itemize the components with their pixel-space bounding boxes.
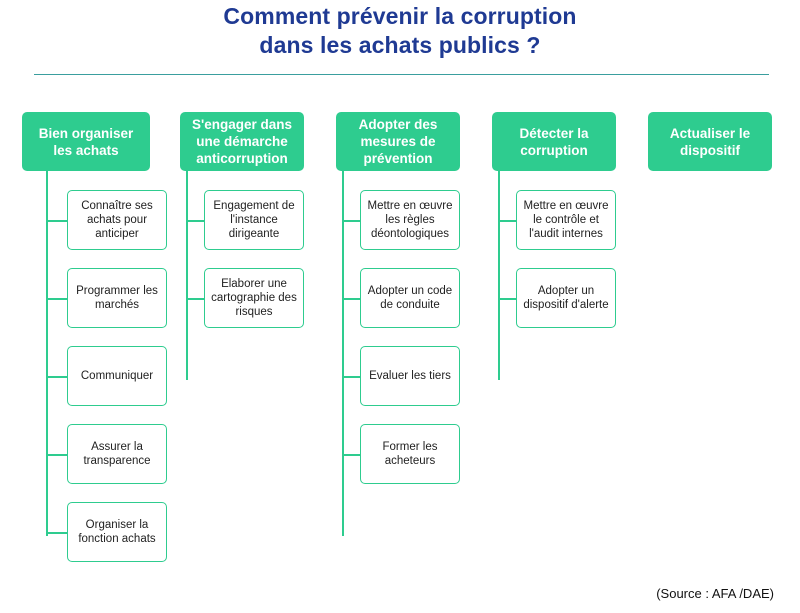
page-title	[0, 2, 800, 60]
child-box-1-4[interactable]: Assurer la transparence	[67, 424, 167, 484]
page-title-line-1: Comment prévenir la corruption	[223, 3, 577, 29]
connector-branch-1-3	[46, 376, 67, 378]
child-box-4-2[interactable]: Adopter un dispositif d'alerte	[516, 268, 616, 328]
child-box-1-1[interactable]: Connaître ses achats pour anticiper	[67, 190, 167, 250]
column-header-5[interactable]: Actualiser le dispositif	[648, 112, 772, 171]
child-box-3-1[interactable]: Mettre en œuvre les règles déontologiques	[360, 190, 460, 250]
child-box-1-3[interactable]: Communiquer	[67, 346, 167, 406]
connector-branch-2-1	[186, 220, 204, 222]
connector-trunk-3	[342, 171, 344, 536]
column-header-4[interactable]: Détecter la corruption	[492, 112, 616, 171]
child-box-3-4[interactable]: Former les acheteurs	[360, 424, 460, 484]
connector-branch-1-5	[46, 532, 67, 534]
child-box-1-2[interactable]: Programmer les marchés	[67, 268, 167, 328]
column-header-1[interactable]: Bien organiser les achats	[22, 112, 150, 171]
diagram-columns	[0, 112, 800, 572]
connector-branch-3-2	[342, 298, 360, 300]
connector-trunk-1	[46, 171, 48, 536]
diagram-column-1	[22, 112, 174, 545]
child-box-4-1[interactable]: Mettre en œuvre le contrôle et l'audit internes	[516, 190, 616, 250]
diagram-column-5	[648, 112, 772, 171]
connector-branch-1-4	[46, 454, 67, 456]
title-divider	[34, 74, 769, 75]
diagram-column-2	[180, 112, 320, 318]
child-box-3-2[interactable]: Adopter un code de conduite	[360, 268, 460, 328]
connector-branch-4-2	[498, 298, 516, 300]
child-box-2-2[interactable]: Elaborer une cartographie des risques	[204, 268, 304, 328]
connector-branch-4-1	[498, 220, 516, 222]
connector-branch-1-2	[46, 298, 67, 300]
source-note: (Source : AFA /DAE)	[656, 586, 774, 601]
child-box-1-5[interactable]: Organiser la fonction achats	[67, 502, 167, 562]
connector-branch-3-4	[342, 454, 360, 456]
connector-branch-1-1	[46, 220, 67, 222]
connector-branch-2-2	[186, 298, 204, 300]
connector-branch-3-3	[342, 376, 360, 378]
child-box-3-3[interactable]: Evaluer les tiers	[360, 346, 460, 406]
diagram-column-3	[336, 112, 476, 467]
connector-branch-3-1	[342, 220, 360, 222]
page-title-line-2: dans les achats publics ?	[259, 32, 541, 58]
diagram-column-4	[492, 112, 632, 311]
connector-trunk-4	[498, 171, 500, 380]
column-header-2[interactable]: S'engager dans une démarche anticorruption	[180, 112, 304, 171]
connector-trunk-2	[186, 171, 188, 380]
child-box-2-1[interactable]: Engagement de l'instance dirigeante	[204, 190, 304, 250]
column-header-3[interactable]: Adopter des mesures de prévention	[336, 112, 460, 171]
